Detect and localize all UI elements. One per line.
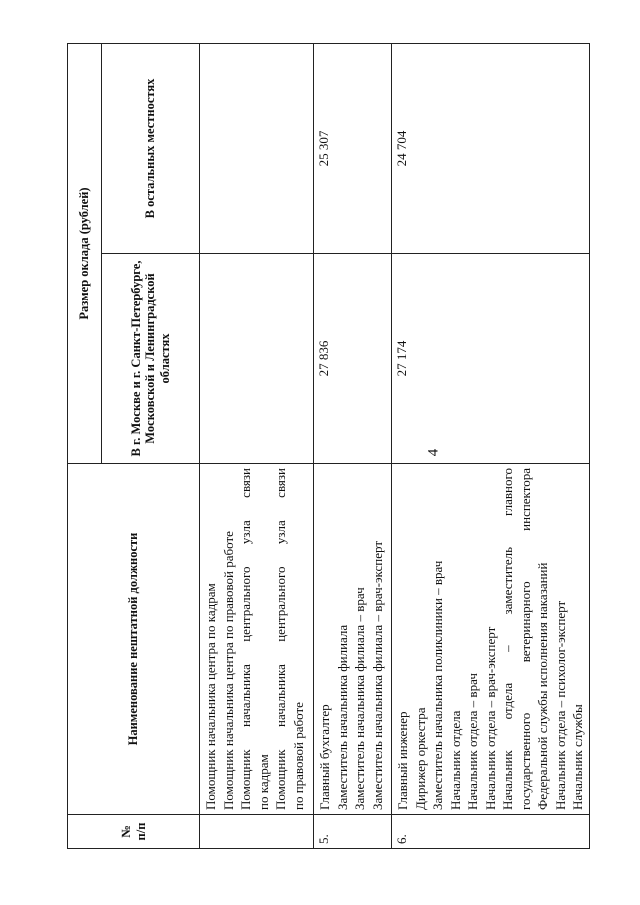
header-num: № п/п [68, 815, 200, 849]
position-item: Помощник начальника центрального узла связи [273, 468, 288, 810]
position-item: по кадрам [255, 754, 271, 810]
header-other-regions: В остальных местностях [102, 44, 200, 254]
position-item: Начальник отдела – врач [465, 673, 480, 810]
position-item: Заместитель начальника филиала [334, 624, 350, 810]
position-item: Заместитель начальника поликлиники – врач [430, 560, 445, 810]
salary-other: 25 307 [314, 44, 392, 254]
salary-moscow: 27 174 [392, 254, 590, 464]
position-item: Начальник отдела – врач-эксперт [482, 626, 498, 810]
position-item: Дирижер оркестра [412, 707, 428, 810]
rotated-table-container [67, 44, 585, 849]
salary-other: 24 704 [392, 44, 590, 254]
position-item: Заместитель начальника филиала – врач-эксперт [369, 540, 385, 810]
page-number: 4 [425, 448, 442, 457]
position-item: по правовой работе [290, 702, 306, 810]
header-row [68, 44, 102, 849]
position-item: Начальник отдела – психолог-эксперт [552, 600, 568, 810]
position-item: Начальник отдела [447, 710, 463, 810]
salary-moscow: 27 836 [314, 254, 392, 464]
header-position-name: Наименование нештатной должности [68, 464, 200, 815]
table-row [314, 44, 392, 849]
table-row [200, 44, 314, 849]
position-list [314, 464, 392, 815]
position-item: Главный инженер [395, 711, 410, 810]
position-item: Помощник начальника центрального узла связи [238, 468, 253, 810]
salary-moscow [200, 254, 314, 464]
row-number: 6. [392, 815, 590, 849]
position-list [200, 464, 314, 815]
salary-table [67, 43, 590, 849]
salary-other [200, 44, 314, 254]
row-number: 5. [314, 815, 392, 849]
table-row [392, 44, 590, 849]
position-item: Заместитель начальника филиала – врач [352, 587, 367, 810]
position-item: Помощник начальника центра по кадрам [203, 583, 218, 810]
position-item: Помощник начальника центра по правовой работе [220, 531, 236, 810]
position-item: Главный бухгалтер [317, 704, 332, 810]
position-item: Федеральной службы исполнения наказаний [535, 562, 550, 810]
header-moscow-spb: В г. Москве и г. Санкт-Петербурге, Московской и Ленинградской областях [102, 254, 200, 464]
position-item: Начальник отдела – заместитель главного [500, 468, 515, 810]
row-number [200, 815, 314, 849]
position-item: государственного ветеринарного инспектора [517, 468, 533, 810]
position-list [392, 464, 590, 815]
position-item: Начальник службы [570, 704, 585, 810]
header-salary: Размер оклада (рублей) [68, 44, 102, 464]
